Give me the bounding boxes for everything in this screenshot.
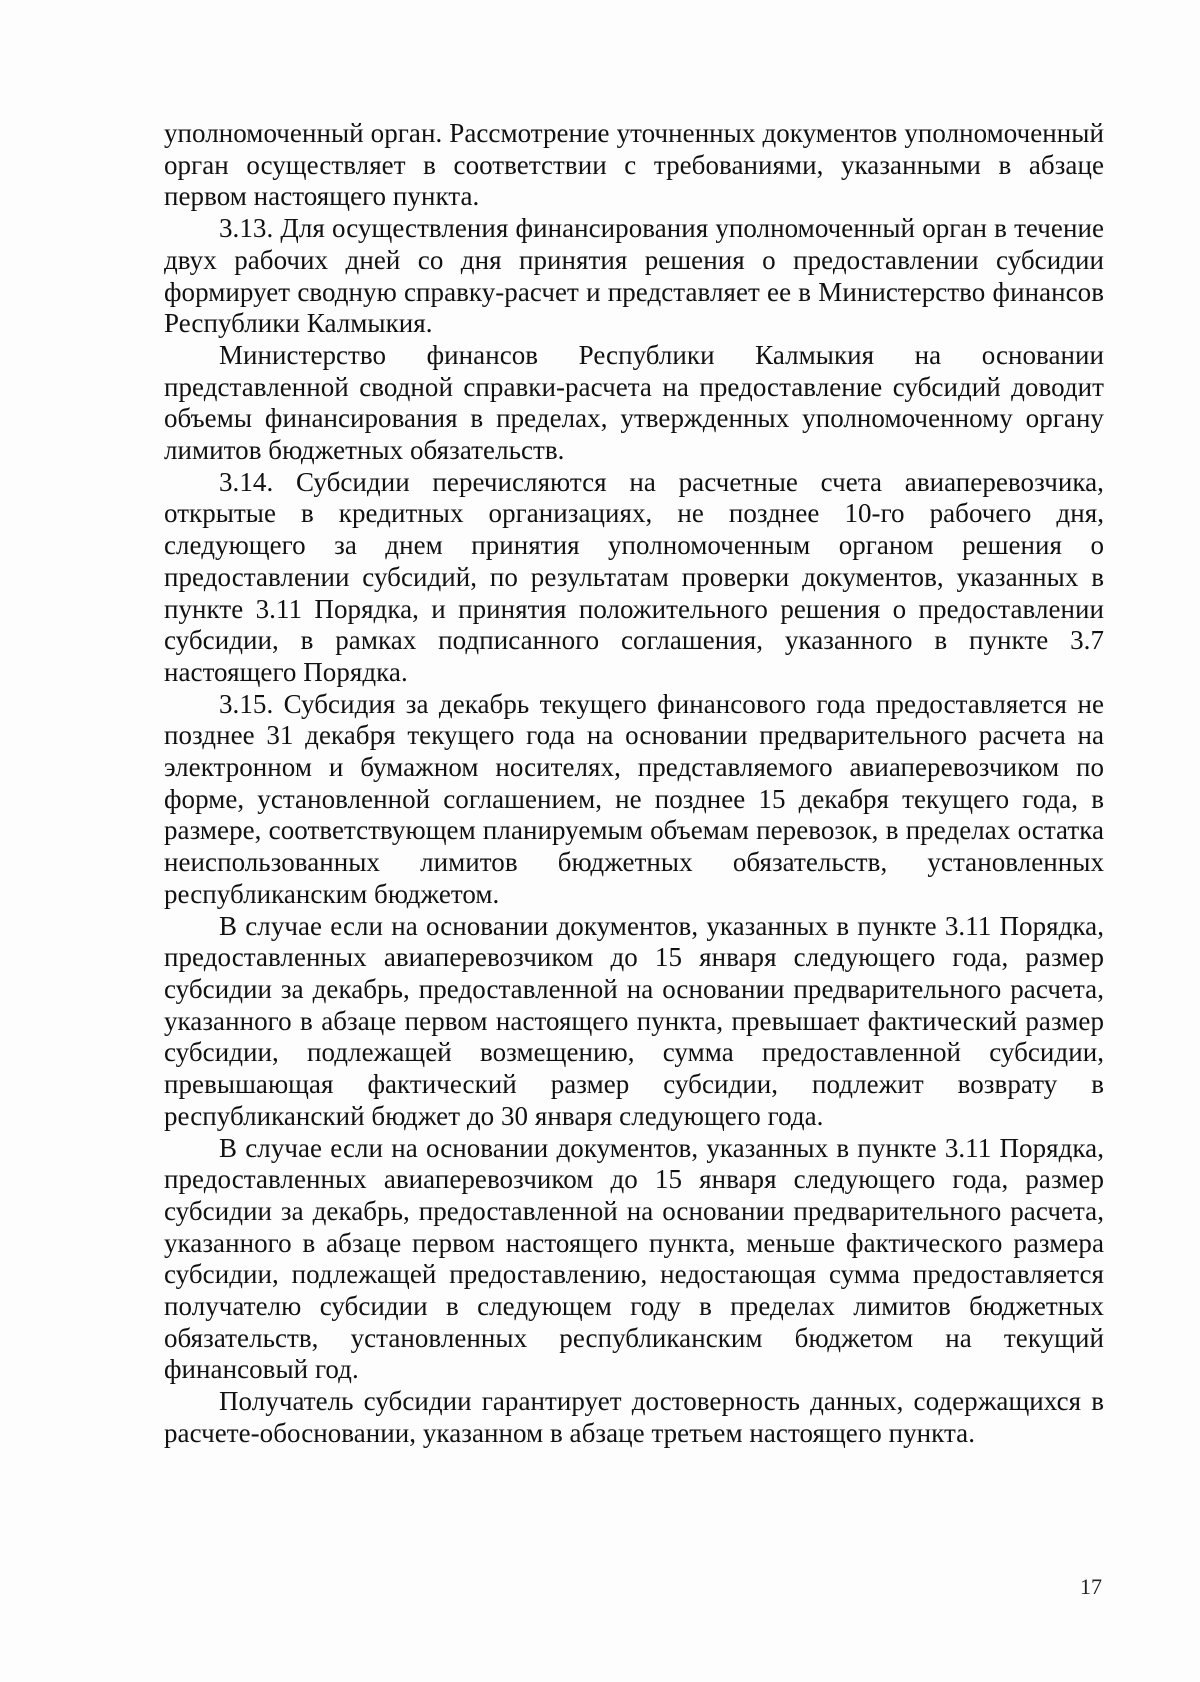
- paragraph-recipient-guarantee: Получатель субсидии гарантирует достоверность данных, содержащихся в расчете-обосновании, указанном в абзаце третьем настоящего пункта.: [164, 1386, 1104, 1448]
- paragraph-shortfall-case: В случае если на основании документов, указанных в пункте 3.11 Порядка, предоставленных авиаперевозчиком до 15 января следующего года, размер субсидии за декабрь, предоставленной на основании предварительного расчета, указанного в абзаце первом настоящего пункта, меньше фактического размера субсидии, подлежащей предоставлению, недостающая сумма предоставляется получателю субсидии в следующем году в пределах лимитов бюджетных обязательств, установленных республиканским бюджетом на текущий финансовый год.: [164, 1132, 1104, 1385]
- paragraph-3-15: 3.15. Субсидия за декабрь текущего финансового года предоставляется не позднее 31 декабря текущего года на основании предварительного расчета на электронном и бумажном носителях, представляемого авиаперевозчиком по форме, установленной соглашением, не позднее 15 декабря текущего года, в размере, соответствующем планируемым объемам перевозок, в пределах остатка неиспользованных лимитов бюджетных обязательств, установленных республиканским бюджетом.: [164, 688, 1104, 909]
- paragraph-excess-case: В случае если на основании документов, указанных в пункте 3.11 Порядка, предоставленных авиаперевозчиком до 15 января следующего года, размер субсидии за декабрь, предоставленной на основании предварительного расчета, указанного в абзаце первом настоящего пункта, превышает фактический размер субсидии, подлежащей возмещению, сумма предоставленной субсидии, превышающая фактический размер субсидии, подлежит возврату в республиканский бюджет до 30 января следующего года.: [164, 910, 1104, 1131]
- paragraph-3-14: 3.14. Субсидии перечисляются на расчетные счета авиаперевозчика, открытые в кредитных организациях, не позднее 10-го рабочего дня, следующего за днем принятия уполномоченным органом решения о предоставлении субсидий, по результатам проверки документов, указанных в пункте 3.11 Порядка, и принятия положительного решения о предоставлении субсидии, в рамках подписанного соглашения, указанного в пункте 3.7 настоящего Порядка.: [164, 466, 1104, 687]
- page-number: 17: [1080, 1574, 1102, 1599]
- paragraph-continuation: уполномоченный орган. Рассмотрение уточненных документов уполномоченный орган осуществляет в соответствии с требованиями, указанными в абзаце первом настоящего пункта.: [164, 118, 1104, 212]
- paragraph-ministry-finance: Министерство финансов Республики Калмыкия на основании представленной сводной справки-расчета на предоставление субсидий доводит объемы финансирования в пределах, утвержденных уполномоченному органу лимитов бюджетных обязательств.: [164, 339, 1104, 466]
- paragraph-3-13: 3.13. Для осуществления финансирования уполномоченный орган в течение двух рабочих дней со дня принятия решения о предоставлении субсидии формирует сводную справку-расчет и представляет ее в Министерство финансов Республики Калмыкия.: [164, 213, 1104, 339]
- document-body: [164, 118, 1104, 1450]
